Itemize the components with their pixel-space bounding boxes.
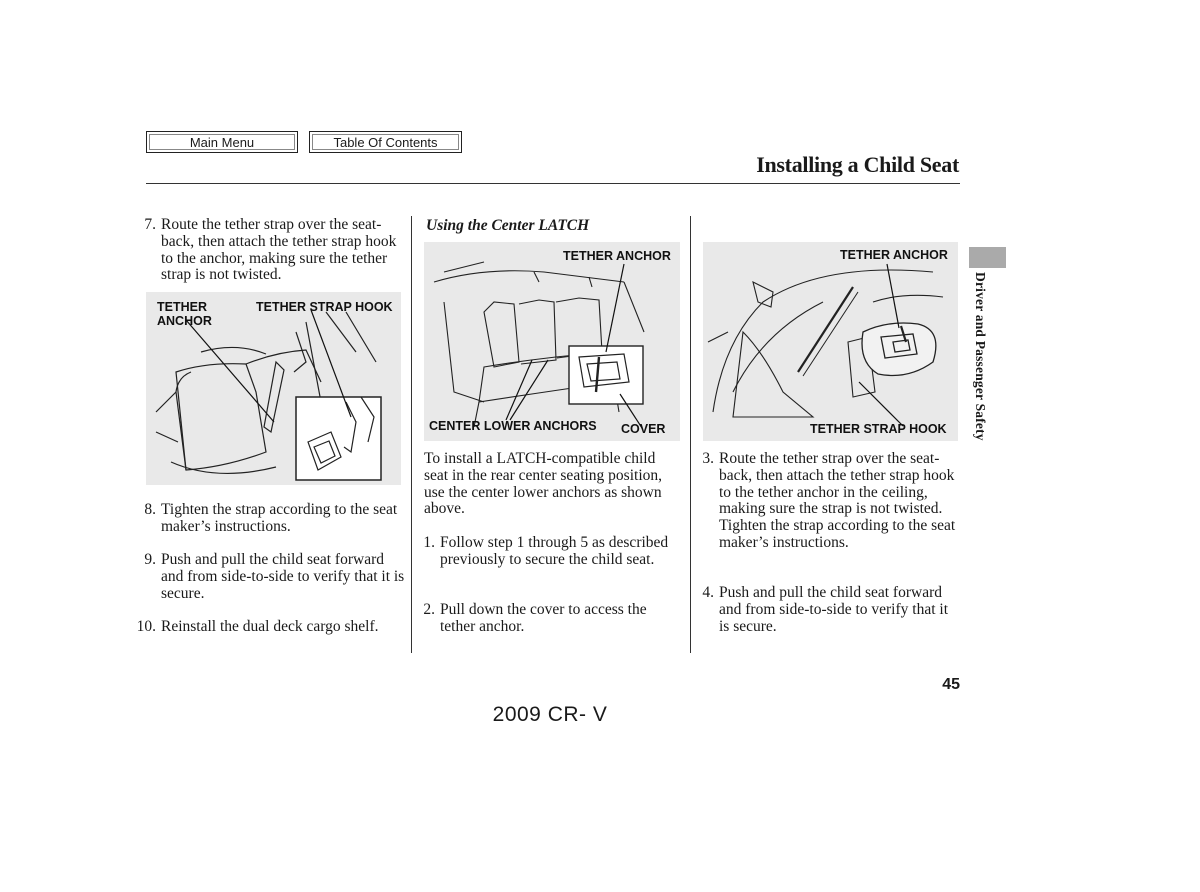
subheading-center-latch: Using the Center LATCH (426, 217, 590, 234)
step-8 (140, 502, 405, 536)
page-number: 45 (942, 676, 960, 693)
step-text: Tighten the strap according to the seat maker’s instructions. (161, 501, 398, 535)
section-tab-label: Driver and Passenger Safety (973, 272, 988, 441)
figure-tether-anchor-rear (146, 292, 401, 485)
label-tether-strap-hook: TETHER STRAP HOOK (256, 300, 393, 314)
step-number: 4. (702, 584, 714, 601)
step-4 (698, 585, 956, 635)
label-tether-anchor: TETHER ANCHOR (563, 249, 671, 263)
step-2 (419, 602, 684, 636)
label-center-lower-anchors: CENTER LOWER ANCHORS (429, 419, 597, 433)
figure-ceiling-tether-anchor (703, 242, 958, 441)
label-tether-anchor: TETHER ANCHOR (157, 300, 212, 328)
step-text: Route the tether strap over the seat-back, then attach the tether strap hook to the tether anchor in the ceiling, making sure the strap is not twisted. Tighten the strap according to the seat maker’s instructions. (719, 450, 956, 551)
step-10 (132, 619, 407, 636)
step-number: 9. (144, 551, 156, 568)
ceiling-anchor-illustration (703, 242, 958, 441)
step-number: 8. (144, 501, 156, 518)
step-9 (140, 552, 405, 602)
step-1 (419, 535, 684, 569)
table-of-contents-button[interactable]: Table Of Contents (309, 131, 462, 153)
step-text: Push and pull the child seat forward and from side-to-side to verify that it is secure. (719, 584, 948, 635)
step-7 (140, 217, 405, 284)
step-text: Reinstall the dual deck cargo shelf. (161, 618, 379, 635)
step-number: 1. (423, 534, 435, 551)
main-menu-button[interactable]: Main Menu (146, 131, 298, 153)
step-number: 2. (423, 601, 435, 618)
step-text: Route the tether strap over the seat-back, then attach the tether strap hook to the anchor, making sure the tether strap is not twisted. (161, 216, 397, 284)
step-text: Follow step 1 through 5 as described previously to secure the child seat. (440, 534, 669, 568)
label-tether-strap-hook: TETHER STRAP HOOK (810, 422, 947, 436)
footer-model: 2009 CR- V (492, 703, 608, 726)
column-divider-right (690, 216, 691, 653)
label-tether-anchor: TETHER ANCHOR (840, 248, 948, 262)
step-number: 3. (702, 450, 714, 467)
latch-intro-paragraph: To install a LATCH-compatible child seat in the rear center seating position, use the center lower anchors as shown above. (424, 450, 663, 518)
page-title: Installing a Child Seat (756, 152, 959, 177)
section-tab-marker (969, 247, 1006, 268)
column-divider-left (411, 216, 412, 653)
header-rule (146, 183, 960, 184)
figure-center-latch (424, 242, 680, 441)
step-text: Push and pull the child seat forward and from side-to-side to verify that it is secure. (161, 551, 405, 602)
rear-seat-illustration (424, 242, 680, 441)
label-cover: COVER (621, 422, 666, 436)
step-number: 7. (144, 216, 156, 233)
step-number: 10. (136, 618, 156, 635)
step-3 (698, 451, 956, 552)
step-text: Pull down the cover to access the tether anchor. (440, 601, 647, 635)
